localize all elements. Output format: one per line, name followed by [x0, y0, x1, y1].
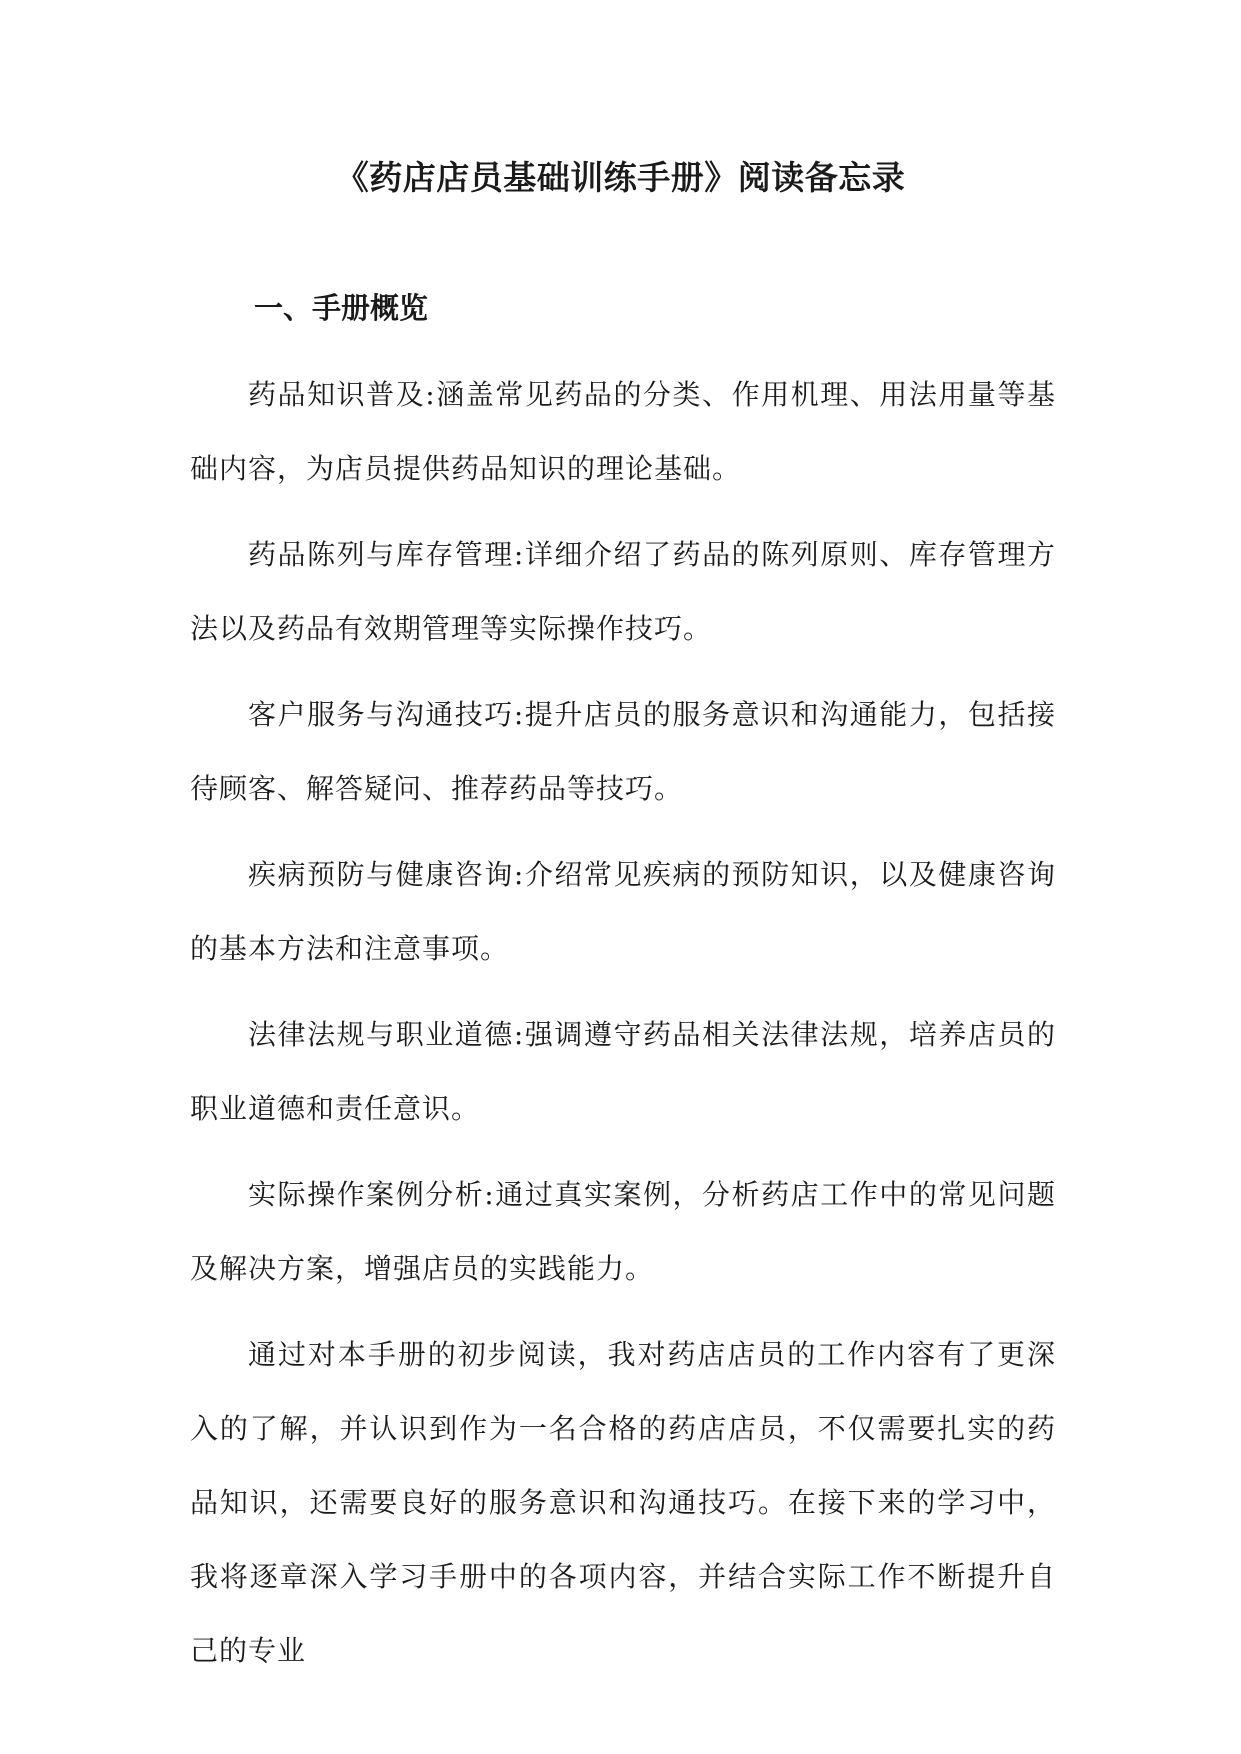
document-title: 《药店店员基础训练手册》阅读备忘录 [335, 158, 906, 197]
document-body [190, 358, 1056, 1700]
item-label: 法律法规与职业道德: [248, 1018, 525, 1051]
item-text: 强调遵守药品相关法律法规，培养店员的职业道德和责任意识。 [190, 1018, 1056, 1125]
overview-item-display-inventory [190, 518, 1056, 666]
item-text: 涵盖常见药品的分类、作用机理、用法用量等基础内容，为店员提供药品知识的理论基础。 [190, 378, 1056, 485]
overview-item-drug-knowledge [190, 358, 1056, 506]
overview-item-case-analysis [190, 1158, 1056, 1306]
item-text: 介绍常见疾病的预防知识，以及健康咨询的基本方法和注意事项。 [190, 858, 1056, 965]
overview-item-law-ethics [190, 998, 1056, 1146]
item-label: 药品陈列与库存管理: [248, 538, 525, 571]
item-text: 详细介绍了药品的陈列原则、库存管理方法以及药品有效期管理等实际操作技巧。 [190, 538, 1056, 645]
item-label: 疾病预防与健康咨询: [248, 858, 525, 891]
item-label: 客户服务与沟通技巧: [248, 698, 525, 731]
item-text: 提升店员的服务意识和沟通能力，包括接待顾客、解答疑问、推荐药品等技巧。 [190, 698, 1056, 805]
item-text: 通过真实案例，分析药店工作中的常见问题及解决方案，增强店员的实践能力。 [190, 1178, 1056, 1285]
item-label: 实际操作案例分析: [248, 1178, 495, 1211]
section-heading-overview: 一、手册概览 [254, 291, 429, 325]
overview-item-disease-prevention [190, 838, 1056, 986]
closing-paragraph: 通过对本手册的初步阅读，我对药店店员的工作内容有了更深入的了解，并认识到作为一名合格的药店店员，不仅需要扎实的药品知识，还需要良好的服务意识和沟通技巧。在接下来的学习中，我将逐章深入学习手册中的各项内容，并结合实际工作不断提升自己的专业 [190, 1338, 1056, 1667]
overview-item-customer-service [190, 678, 1056, 826]
item-label: 药品知识普及: [248, 378, 436, 411]
